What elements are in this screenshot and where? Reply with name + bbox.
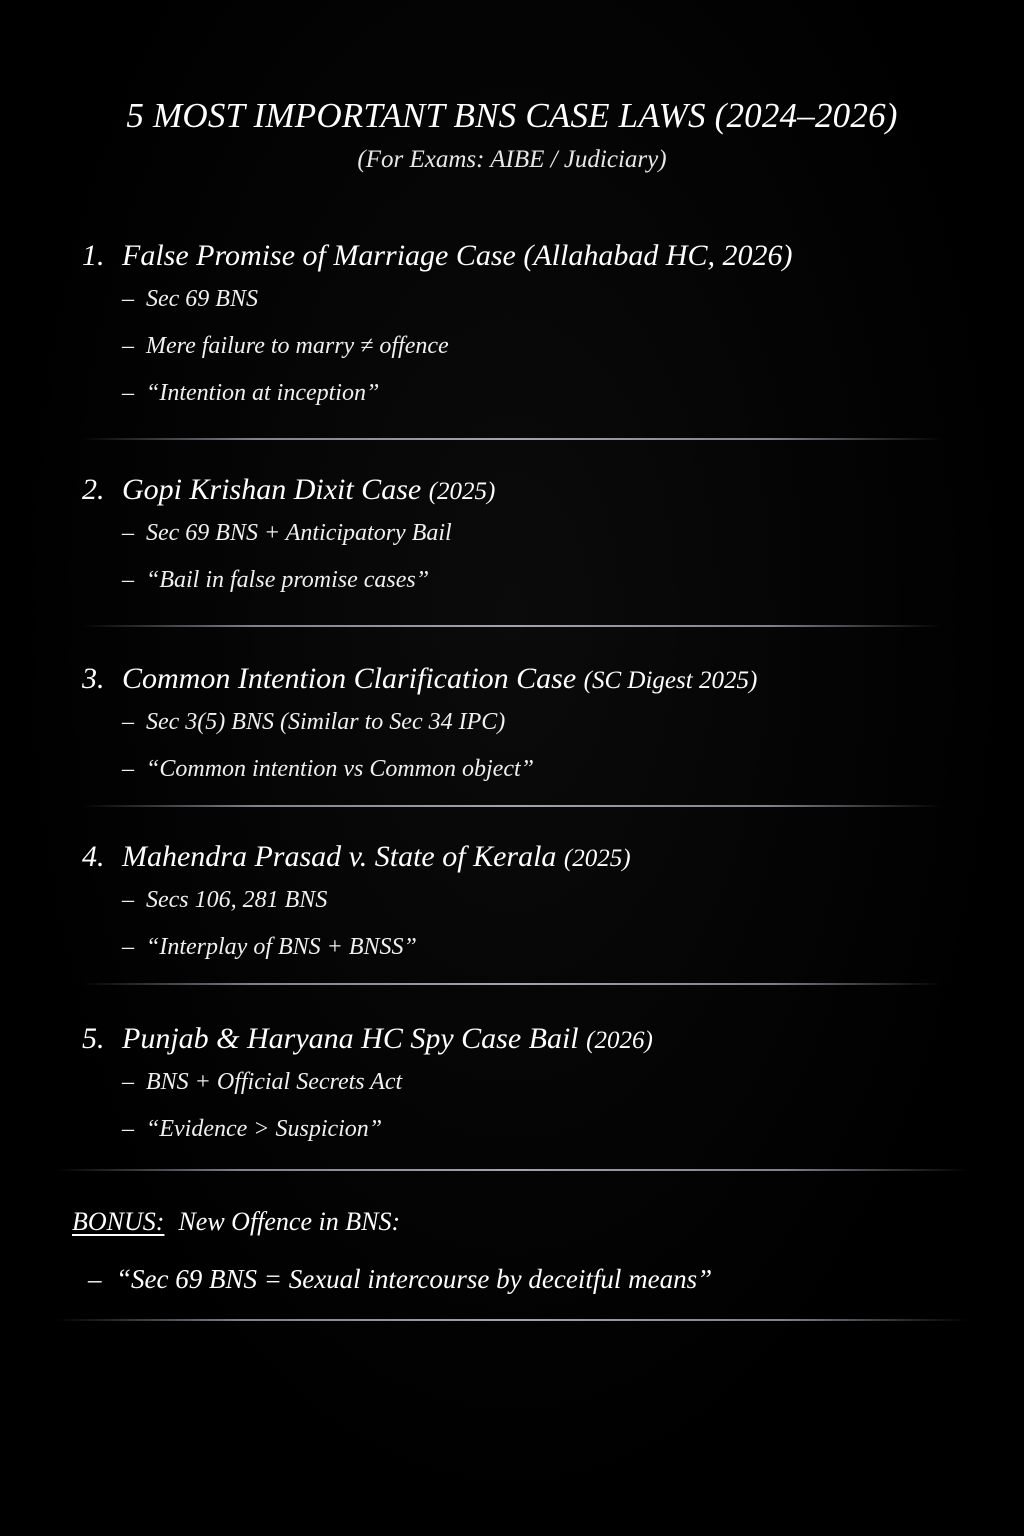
case-point xyxy=(122,370,962,417)
section-divider xyxy=(82,805,942,807)
case-point-text: Sec 69 BNS xyxy=(146,286,258,312)
case-point-text: Mere failure to marry ≠ offence xyxy=(146,333,449,359)
case-point-text: “Common intention vs Common object” xyxy=(146,756,534,782)
case-name: Gopi Krishan Dixit Case xyxy=(122,473,422,506)
case-point xyxy=(122,924,962,971)
section-divider xyxy=(56,1169,968,1171)
case-number: 5. xyxy=(82,1022,105,1055)
case-name: Mahendra Prasad v. State of Kerala xyxy=(122,840,557,873)
case-point-text: “Evidence > Suspicion” xyxy=(146,1116,383,1142)
case-heading xyxy=(82,236,962,276)
case-year: (2025) xyxy=(563,845,631,872)
case-item xyxy=(82,1019,962,1153)
bonus-heading xyxy=(72,1207,400,1237)
bullet-dash: – xyxy=(122,286,134,312)
case-point xyxy=(122,276,962,323)
page-title: 5 MOST IMPORTANT BNS CASE LAWS (2024–2026) xyxy=(126,96,898,135)
case-point xyxy=(122,877,962,924)
case-item xyxy=(82,236,962,417)
bullet-dash: – xyxy=(122,520,134,546)
case-name: Punjab & Haryana HC Spy Case Bail xyxy=(122,1022,579,1055)
case-item xyxy=(82,837,962,971)
case-point xyxy=(122,1059,962,1106)
case-item xyxy=(82,470,962,604)
case-heading xyxy=(82,659,962,699)
case-point xyxy=(122,1106,962,1153)
case-number: 3. xyxy=(82,662,105,695)
case-point-text: Sec 69 BNS + Anticipatory Bail xyxy=(146,520,452,546)
case-point-text: “Intention at inception” xyxy=(146,380,380,406)
bonus-point xyxy=(88,1264,712,1295)
case-point xyxy=(122,323,962,370)
bullet-dash: – xyxy=(122,709,134,735)
bullet-dash: – xyxy=(122,887,134,913)
bonus-label: BONUS: xyxy=(72,1207,165,1236)
case-number: 4. xyxy=(82,840,105,873)
case-heading xyxy=(82,470,962,510)
bonus-point-text: “Sec 69 BNS = Sexual intercourse by deceitful means” xyxy=(116,1264,713,1294)
case-year: (SC Digest 2025) xyxy=(583,667,758,694)
bullet-dash: – xyxy=(122,1069,134,1095)
case-point xyxy=(122,699,962,746)
section-divider xyxy=(82,438,942,440)
case-heading xyxy=(82,837,962,877)
bullet-dash: – xyxy=(122,1116,134,1142)
bullet-dash: – xyxy=(122,934,134,960)
case-point-text: Sec 3(5) BNS (Similar to Sec 34 IPC) xyxy=(146,709,506,735)
bullet-dash: – xyxy=(88,1264,102,1294)
section-divider xyxy=(82,625,942,627)
case-point-text: “Bail in false promise cases” xyxy=(146,567,430,593)
case-item xyxy=(82,659,962,793)
bullet-dash: – xyxy=(122,333,134,359)
bullet-dash: – xyxy=(122,756,134,782)
section-divider xyxy=(56,1319,968,1321)
case-point xyxy=(122,746,962,793)
bullet-dash: – xyxy=(122,567,134,593)
case-year: (2025) xyxy=(428,478,496,505)
case-point xyxy=(122,557,962,604)
case-name: False Promise of Marriage Case (Allahabad HC, 2026) xyxy=(122,239,793,272)
case-point-text: Secs 106, 281 BNS xyxy=(146,887,328,913)
case-point-text: “Interplay of BNS + BNSS” xyxy=(146,934,417,960)
section-divider xyxy=(82,983,942,985)
case-point xyxy=(122,510,962,557)
case-name: Common Intention Clarification Case xyxy=(122,662,577,695)
bonus-text: New Offence in BNS: xyxy=(178,1207,401,1236)
bullet-dash: – xyxy=(122,380,134,406)
case-year: (2026) xyxy=(586,1027,653,1054)
case-number: 1. xyxy=(82,239,105,272)
case-number: 2. xyxy=(82,473,105,506)
case-point-text: BNS + Official Secrets Act xyxy=(146,1069,403,1095)
page-subtitle: (For Exams: AIBE / Judiciary) xyxy=(357,146,667,173)
case-heading xyxy=(82,1019,962,1059)
